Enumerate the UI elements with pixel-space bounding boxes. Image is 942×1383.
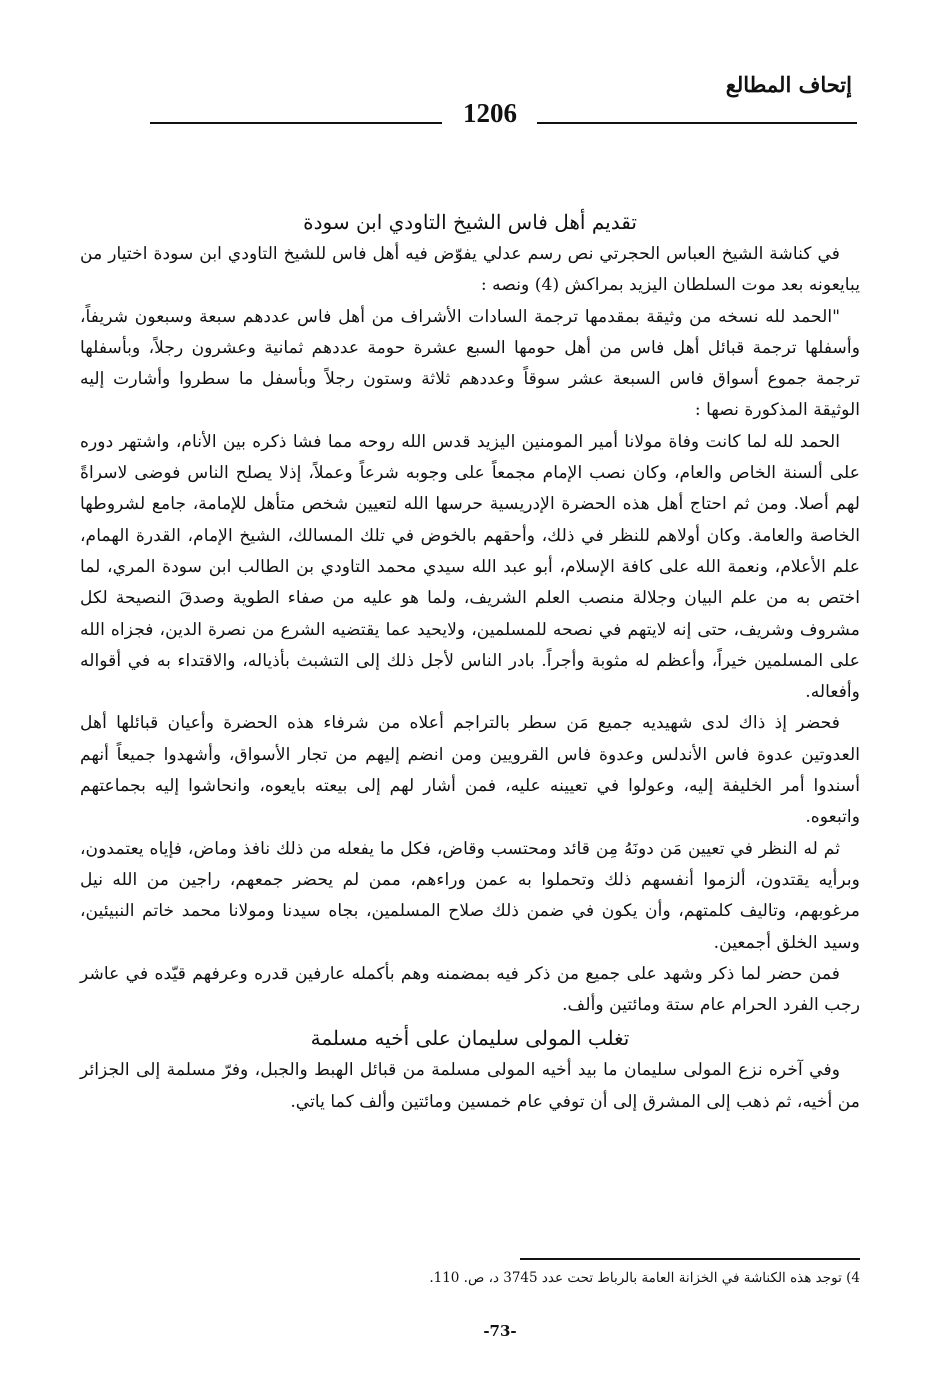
folio: -73-	[483, 1322, 517, 1340]
paragraph: ثم له النظر في تعيين مَن دونَهُ مِن قائد ومحتسب وقاض، فكل ما يفعله من ذلك نافذ وماض، فإياه يعتمدون، وبرأيه يقتدون، ألزموا أنفسهم ذلك وتحملوا به عمن وراءهم، ممن لم يحضر جمعهم، راجين من الله نيل مرغوبهم، وتاليف كلمتهم، وأن يكون في ضمن ذلك صلاح المسلمين، بجاه سيدنا ومولانا محمد خاتم النبيئين، وسيد الخلق أجمعين.	[80, 838, 860, 953]
paragraph: فحضر إذ ذاك لدى شهيديه جميع مَن سطر بالتراجم أعلاه من شرفاء هذه الحضرة وأعيان قبائلها أهل العدوتين عدوة فاس الأندلس وعدوة فاس القرويين ومن انضم إليهم من تجار الأسواق، وأشهدوا جميعاً أنهم أسندوا أمر الخليفة إليه، وعولوا في تعيينه عليه، فمن أشار لهم إلى بيعته بايعوه، وانحاشوا إليه بجماعتهم واتبعوه.	[80, 713, 860, 828]
section-heading: تغلب المولى سليمان على أخيه مسلمة	[310, 1026, 630, 1051]
paragraph: وفي آخره نزع المولى سليمان ما بيد أخيه المولى مسلمة من قبائل الهبط والجبل، وفرّ مسلمة إلى الجزائر من أخيه، ثم ذهب إلى المشرق إلى أن توفي عام خمسين ومائتين وألف كما ياتي.	[80, 1060, 860, 1112]
running-title: إتحاف المطالع	[725, 72, 852, 97]
paragraph: فمن حضر لما ذكر وشهد على جميع من ذكر فيه بمضمنه وهم بأكمله عارفين قدره وعرفهم قيّده في عاشر رجب الفرد الحرام عام ستة ومائتين وألف.	[80, 963, 860, 1016]
body-text	[80, 205, 860, 1118]
footnote: 4) توجد هذه الكناشة في الخزانة العامة بالرباط تحت عدد 3745 د، ص. 110.	[429, 1270, 860, 1286]
paragraph: في كناشة الشيخ العباس الحجرتي نص رسم عدلي يفوّض فيه أهل فاس للشيخ التاودي ابن سودة اختيار من يبايعونه بعد موت السلطان اليزيد بمراكش (4) ونصه :	[80, 244, 860, 296]
section-heading: تقديم أهل فاس الشيخ التاودي ابن سودة	[303, 210, 637, 234]
header-rule-left	[150, 122, 442, 124]
page-number: 1206	[463, 98, 517, 128]
footnote-rule	[520, 1258, 860, 1260]
paragraph: "الحمد لله نسخه من وثيقة بمقدمها ترجمة السادات الأشراف من أهل فاس عددهم سبعة وسبعون شريفاً، وأسفلها ترجمة قبائل أهل فاس من أهل حومها السبع عشرة حومة عددهم ثمانية وعشرون رجلاً، وبأسفلها ترجمة جموع أسواق فاس السبعة عشر سوقاً وعددهم ثلاثة وستون رجلاً وبأسفل ما سطروا وأشارت إليه الوثيقة المذكورة نصها :	[80, 306, 860, 421]
paragraph: الحمد لله لما كانت وفاة مولانا أمير المومنين اليزيد قدس الله روحه مما فشا ذكره بين الأنام، واشتهر دوره على ألسنة الخاص والعام، وكان نصب الإمام مجمعاً على وجوبه شرعاً وعملاً، إذلا يصلح الناس فوضى لاسراةً لهم أصلا. ومن ثم احتاج أهل هذه الحضرة الإدريسية حرسها الله لتعيين شخص متأهل للإمامة، جامع لشروطها الخاصة والعامة. وكان أولاهم للنظر في ذلك، وأحقهم بالخوض في تلك المسالك، الشيخ الإمام، القدرة الهمام، علم الأعلام، ونعمة الله على كافة الإسلام، أبو عبد الله سيدي محمد التاودي بن الطالب ابن سودة المري، لما اختص به من علم البيان وجلالة منصب العلم الشريف، ولما هو عليه من صفاء الطوية وصدقَ النصيحة لكل مشروف وشريف، حتى إنه لايتهم في نصحه للمسلمين، ولايحيد عما يقتضيه الشرع من نصرة الدين، فجزاه الله على المسلمين خيراً، وأعظم له مثوبة وأجراً. بادر الناس لأجل ذلك إلى التشبث بأذياله، والاقتداء به في أقواله وأفعاله.	[80, 431, 860, 703]
header-rule-right	[537, 122, 857, 124]
